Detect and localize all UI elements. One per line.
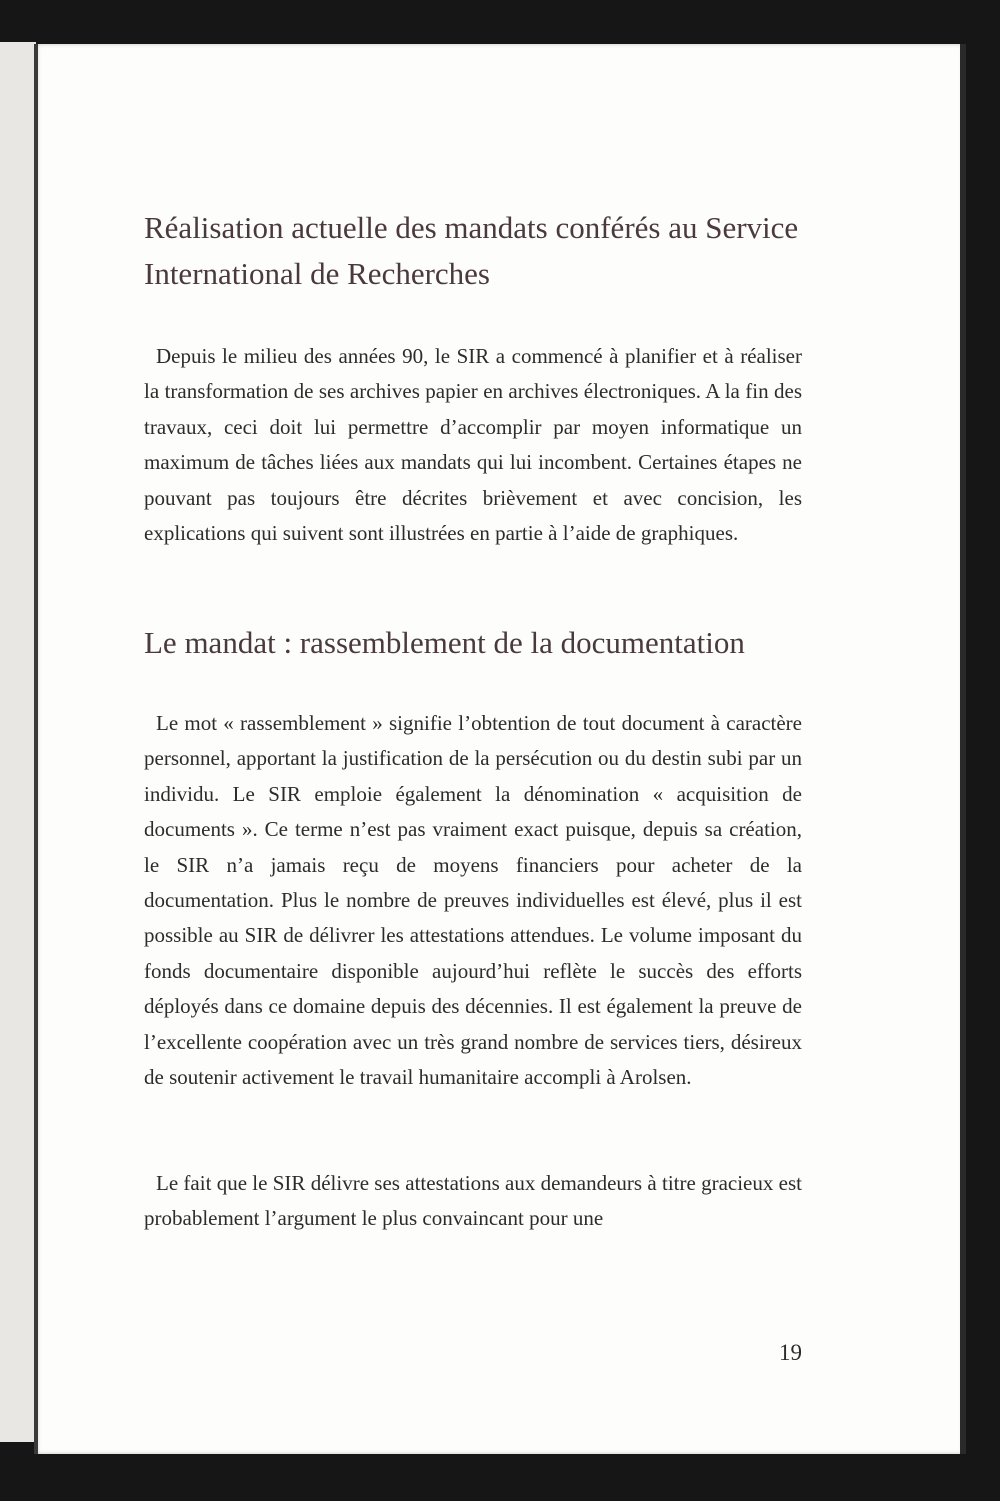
section-heading-mandat: Le mandat : rassemblement de la documentation bbox=[144, 625, 745, 660]
section-heading-realisation: Réalisation actuelle des mandats conférés au Service International de Recherches bbox=[144, 210, 799, 291]
paragraph-rassemblement: Le mot « rassemblement » signifie l’obtention de tout document à caractère personnel, apportant la justification de la persécution ou du destin subi par un individu. Le SIR emploie également la dénomination « acquisition de documents ». Ce terme n’est pas vraiment exact puisque, depuis sa création, le SIR n’a jamais reçu de moyens financiers pour acheter de la documentation. Plus le nombre de preuves individuelles est élevé, plus il est possible au SIR de délivrer les attestations attendues. Le volume imposant du fonds documentaire disponible aujourd’hui reflète le succès des efforts déployés dans ce domaine depuis des décennies. Il est également la preuve de l’excellente coopération avec un très grand nombre de services tiers, désireux de soutenir activement le travail humanitaire accompli à Arolsen. bbox=[144, 711, 802, 1090]
page-gutter-shadow bbox=[34, 44, 38, 1454]
paragraph-gratuit: Le fait que le SIR délivre ses attestations aux demandeurs à titre gracieux est probablement l’argument le plus convaincant pour une bbox=[144, 1171, 802, 1231]
page-right-edge bbox=[960, 44, 966, 1454]
page-number: 19 bbox=[779, 1340, 802, 1365]
previous-page-edge bbox=[0, 42, 36, 1442]
paragraph-intro: Depuis le milieu des années 90, le SIR a commencé à planifier et à réaliser la transformation de ses archives papier en archives électroniques. A la fin des travaux, ceci doit lui permettre d’accomplir par moyen informatique un maximum de tâches liées aux mandats qui lui incombent. Certaines étapes ne pouvant pas toujours être décrites brièvement et avec concision, les explications qui suivent sont illustrées en partie à l’aide de graphiques. bbox=[144, 344, 802, 546]
